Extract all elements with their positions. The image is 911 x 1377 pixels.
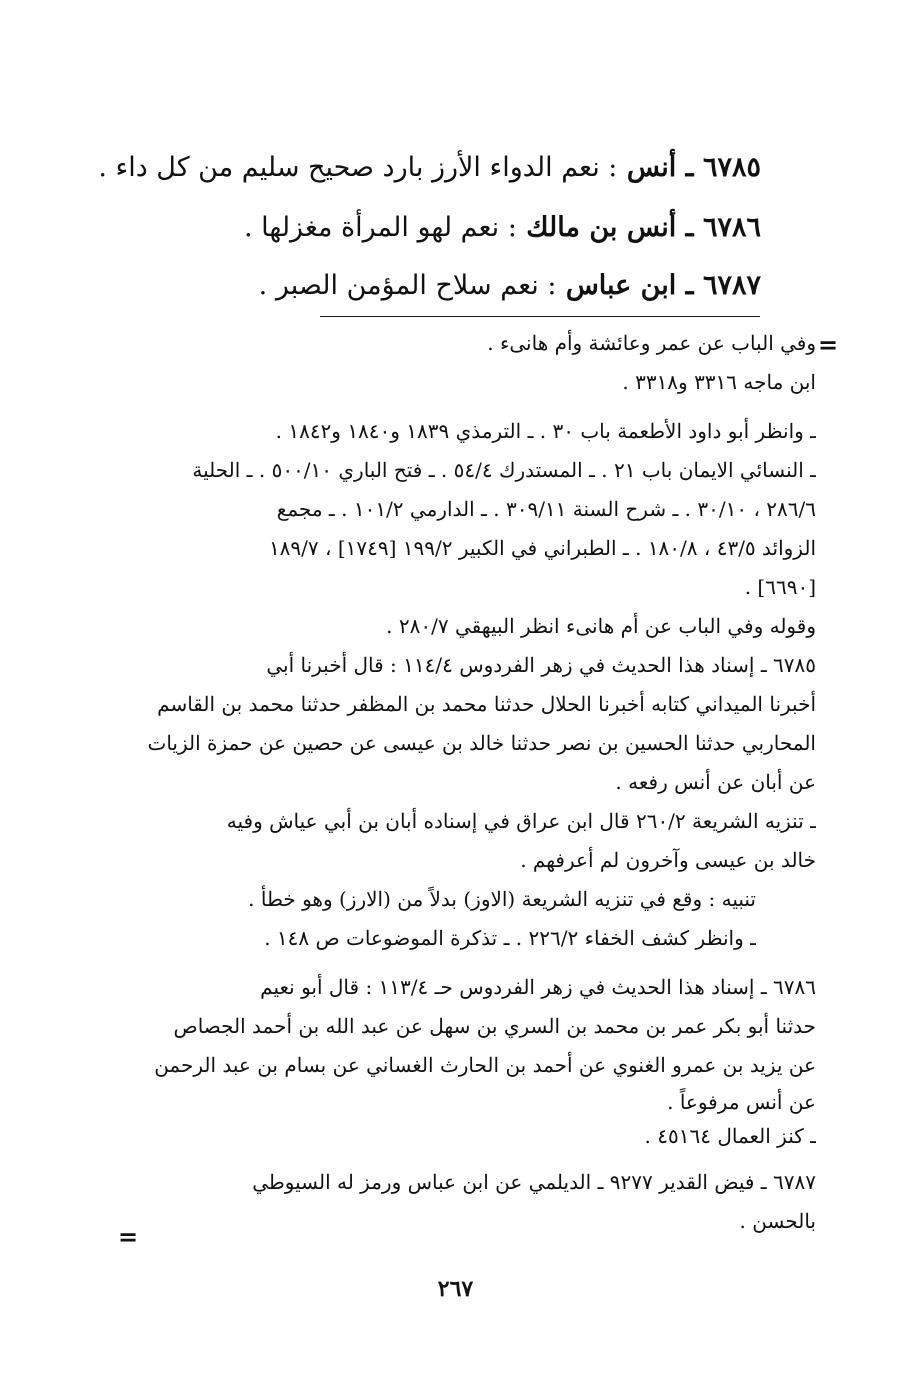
footnote-line: ـ النسائي الايمان باب ٢١ . ـ المستدرك ٥٤/٤ . ـ فتح الباري ٥٠٠/١٠ . ـ الحلية bbox=[192, 458, 816, 482]
hadith-narrator: ابن عباس bbox=[565, 270, 677, 301]
footnote-line: عن يزيد بن عمرو الغنوي عن أحمد بن الحارث الغساني عن بسام بن عبد الرحمن bbox=[154, 1053, 816, 1077]
footnote-line: عن أبان عن أنس رفعه . bbox=[615, 770, 816, 794]
footnote-line: ٦٧٨٧ ـ فيض القدير ٩٢٧٧ ـ الديلمي عن ابن عباس ورمز له السيوطي bbox=[252, 1170, 816, 1194]
footnote-line: ٦٧٨٥ ـ إسناد هذا الحديث في زهر الفردوس ١١٤/٤ : قال أخبرنا أبي bbox=[266, 653, 816, 677]
hadith-6787: ٦٧٨٧ ـ ابن عباس : نعم سلاح المؤمن الصبر . bbox=[258, 270, 761, 301]
footnote-line: وفي الباب عن عمر وعائشة وأم هانىء . bbox=[487, 331, 816, 355]
hadith-narrator: أنس bbox=[626, 152, 677, 183]
footnote-line: المحاربي حدثنا الحسين بن نصر حدثنا خالد بن عيسى عن حصين عن حمزة الزيات bbox=[147, 731, 816, 755]
page-number: ٢٦٧ bbox=[437, 1276, 474, 1302]
continuation-marker-bottom: = bbox=[118, 1222, 139, 1251]
footnote-line: ـ تنزيه الشريعة ٢٦٠/٢ قال ابن عراق في إسناده أبان بن أبي عياش وفيه bbox=[226, 809, 816, 833]
footnote-line: عن أنس مرفوعاً . bbox=[667, 1090, 816, 1114]
hadith-number: ٦٧٨٧ bbox=[702, 270, 761, 301]
footnote-line: وقوله وفي الباب عن أم هانىء انظر البيهقي ٢٨٠/٧ . bbox=[386, 614, 816, 638]
footnote-line: ٢٨٦/٦ ، ٣٠/١٠ . ـ شرح السنة ٣٠٩/١١ . ـ الدارمي ١٠١/٢ . ـ مجمع bbox=[276, 497, 816, 521]
hadith-text: : نعم سلاح المؤمن الصبر . bbox=[258, 270, 557, 301]
continuation-marker-top: = bbox=[818, 330, 839, 359]
footnote-line: ـ كنز العمال ٤٥١٦٤ . bbox=[644, 1124, 816, 1148]
hadith-text: : نعم الدواء الأرز بارد صحيح سليم من كل داء . bbox=[98, 152, 618, 183]
footnote-line: ـ وانظر أبو داود الأطعمة باب ٣٠ . ـ الترمذي ١٨٣٩ و١٨٤٠ و١٨٤٢ . bbox=[275, 419, 816, 443]
hadith-text: : نعم لهو المرأة مغزلها . bbox=[243, 212, 517, 243]
footnote-line: ابن ماجه ٣٣١٦ و٣٣١٨ . bbox=[622, 370, 816, 394]
footnote-line: خالد بن عيسى وآخرون لم أعرفهم . bbox=[520, 848, 816, 872]
footnote-divider bbox=[320, 316, 760, 317]
footnote-line: تنبيه : وقع في تنزيه الشريعة (الاوز) بدلاً من (الارز) وهو خطأ . bbox=[248, 887, 756, 911]
hadith-6785: ٦٧٨٥ ـ أنس : نعم الدواء الأرز بارد صحيح سليم من كل داء . bbox=[98, 152, 761, 183]
footnote-line: ٦٧٨٦ ـ إسناد هذا الحديث في زهر الفردوس حـ ١١٣/٤ : قال أبو نعيم bbox=[260, 975, 816, 999]
footnote-line: الزوائد ٤٣/٥ ، ١٨٠/٨ . ـ الطبراني في الكبير ١٩٩/٢ [١٧٤٩] ، ١٨٩/٧ bbox=[268, 536, 816, 560]
hadith-number: ٦٧٨٥ bbox=[702, 152, 761, 183]
footnotes bbox=[136, 324, 816, 1241]
footnote-line: [٦٦٩٠] . bbox=[744, 575, 816, 599]
footnote-line: بالحسن . bbox=[739, 1209, 816, 1233]
footnote-line: أخبرنا الميداني كتابه أخبرنا الحلال حدثنا محمد بن المظفر حدثنا محمد بن القاسم bbox=[157, 692, 816, 716]
hadith-number: ٦٧٨٦ bbox=[702, 212, 761, 243]
footnote-line: حدثنا أبو بكر عمر بن محمد بن السري بن سهل عن عبد الله بن أحمد الجصاص bbox=[173, 1014, 816, 1038]
footnote-line: ـ وانظر كشف الخفاء ٢٢٦/٢ . ـ تذكرة الموضوعات ص ١٤٨ . bbox=[264, 926, 756, 950]
hadith-6786: ٦٧٨٦ ـ أنس بن مالك : نعم لهو المرأة مغزلها . bbox=[243, 212, 761, 243]
hadith-narrator: أنس بن مالك bbox=[526, 212, 677, 243]
